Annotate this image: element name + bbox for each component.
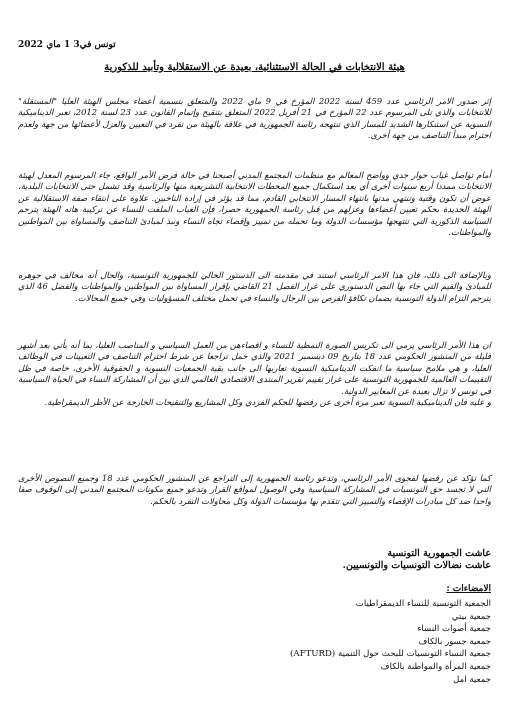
- signatory-item: جمعية المرأة والمواطنة بالكاف: [380, 661, 491, 672]
- paragraph-5: كما تؤكد عن رفضها لفجوى الأمر الرئاسي، وتدعو رئاسة الجمهورية إلى التراجع عن المنشور الحكومي عدد 18 وجميع النصوص الأخرى التي لا تجسد حق التونسيات في المشاركة السياسية وفي الوصول لمواقع القرار وتدعو جميع مكونات المجتمع المدني إلى الوقوف صفا واحدا ضد كل مبادرات الإقصاء والتمييز التي تتقدم بها مؤسسات الدولة وكل محاولات التفرد بالحكم.: [18, 473, 491, 506]
- signatory-item: جمعية أصوات النساء: [417, 624, 491, 635]
- paragraph-2: أمام تواصل غياب حوار جدي وواضح المعالم مع منظمات المجتمع المدني أصبحنا في حالة فرض الأمر الواقع، جاء المرسوم المعدل لهيئة الانتخابات ممددا أربع سنوات أخرى أي بعد استكمال جميع المحطات الانتخابية التشريعية منها والرئاسية وقد تشمل حتى الانتخابات البلدية، عوض أن تكون وقتية وتنتهي مدتها بانتهاء المسار الانتخابي القادم، مما قد يؤثر في إرادة الناخبين. علاوة على انتقاء صفة الاستقلالية عن الهيئة الجديدة بحكم تعيين أعضاءها وعزلهم من قبل رئاسة الجمهورية حصرا، فإن الغياب الملفت للنساء عن تركيبة هاته الهيئة يترجم السياسة الذكورية التي تنتهجها مؤسسات الدولة وما تحمله من تمييز وإقصاء تجاه النساء ونبذ لمبادئ التناصف والمساواة بين المواطنين والمواطنات.: [18, 170, 491, 238]
- signatory-item: جمعية امل: [453, 674, 491, 685]
- paragraph-4: ان هذا الأمر الرئاسي يرمي الى تكريس الصورة النمطية للنساء و اقصاءهن من العمل السياسي و المناصب العليا، بما أنه يأتي بعد أشهر قليلة من المنشور الحكومي عدد 18 بتاريخ 09 ديسمبر 2021 والذي حمل تراجعا عن شرط احترام التناصف في التعيينات في الوظائف العليا، و هي ملامح سياسية ما انفكت الديناميكية النسوية تعاربها الى جانب بقية الجمعيات النسوية و الحقوقية الأخرى، خاصة في ظل التقييمات العالمية للجمهورية التونسية على غرار تقييم تقرير المنتدى الاقتصادي العالمي الذي بين أن المشاركة النساء في الحياة السياسية في تونس لا تزال بعيدة عن المعايير الدولية. و عليه فان الديناميكية النسوية تعبر مرة أخرى عن رفضها للحكم الفردي وكل المشاريع والتنقيحات الخارجة عن الأطر الديمقراطية.: [18, 340, 491, 408]
- paragraph-1: إثر صدور الامر الرئاسي عدد 459 لسنة 2022 المؤرخ في 9 ماي 2022 والمتعلق بتسمية أعضاء مجلس الهيئة العليا "المستقلة" للانتخابات والذي تلى المرسوم عدد 22 المؤرخ في 21 أفريل 2022 المتعلق بتنقيح وإتمام القانون عدد 23 لسنة 2012، تعبر الديناميكية النسوية عن استنكارها الشديد للمسار الذي تنتهجه رئاسة الجمهورية في علاقة بالهيئة من تفرد في التعيين والعزل لأعضائها من جهة ولعدم احترام مبدأ التناصف من جهة أخرى.: [18, 96, 491, 141]
- signatories-title: الامضاءات :: [446, 584, 491, 594]
- closing-slogans: [18, 548, 491, 572]
- signatory-item: جمعية بيتي: [451, 611, 491, 622]
- document-date: تونس في3 1 ماي 2022: [18, 40, 116, 50]
- closing-line-1: عاشت الجمهورية التونسية: [387, 548, 491, 559]
- signatory-item: الجمعية التونسية للنساء الديمقراطيات: [355, 599, 491, 609]
- closing-line-2: عاشت نضالات التونسيات والتونسيين.: [342, 560, 491, 571]
- document-title: هيئة الانتخابات في الحالة الاستثنائية، بعيدة عن الاستقلالية وتأبيد للذكورية: [104, 62, 405, 73]
- signatories-list: [18, 598, 491, 686]
- paragraph-3: وبالإضافة الى ذلك، فان هذا الامر الرئاسي استند في مقدمته الى الدستور الحالي للجمهورية التونسية، والحال أنه مخالف في جوهره للمبادئ والقيم التي جاء بها النص الدستوري على غرار الفصل 21 القاضي بإقرار المساواة بين المواطنين والمواطنات والفصل 46 الذي يترجم التزام الدولة التونسية بضمان تكافؤ الفرص بين الرجال والنساء في تحمل مختلف المسؤوليات وفي جميع المجالات.: [18, 270, 492, 303]
- signatory-item: جمعية النساء التونسيات للبحث حول التنمية (AFTURD): [290, 649, 491, 660]
- signatory-item: جمعية جسور بالكاف: [418, 636, 491, 647]
